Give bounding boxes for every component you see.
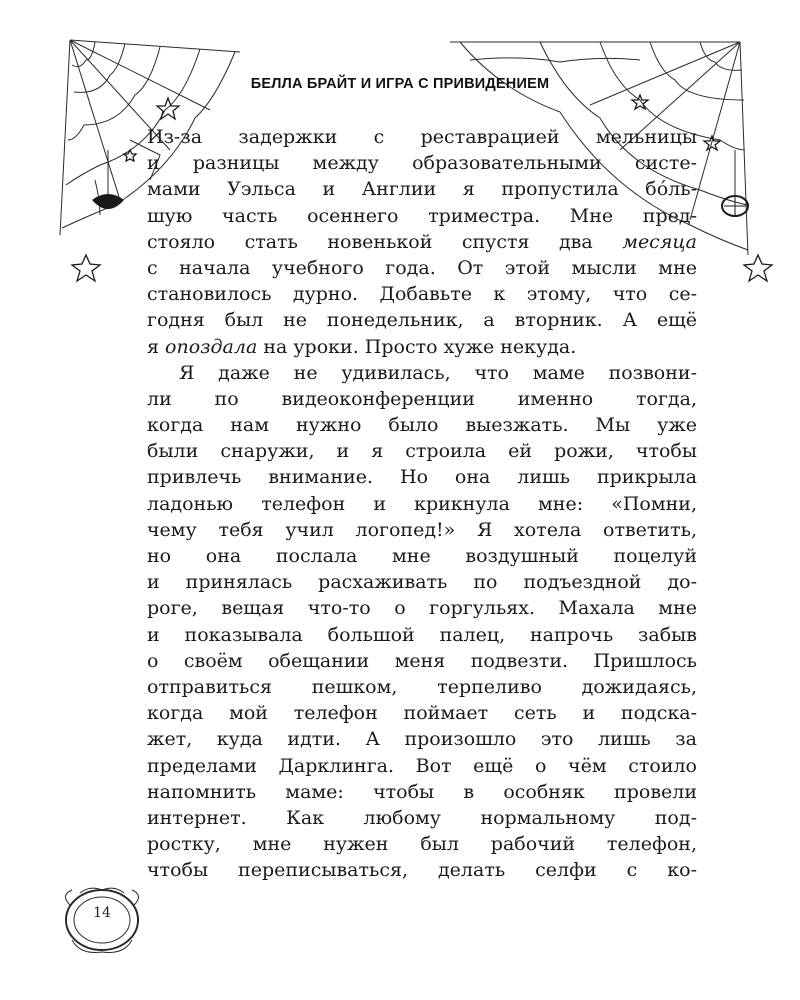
text-line: я опоздала на уроки. Просто хуже некуда. [147,335,577,358]
text-line: о своём обещании меня подвезти. Пришлось [147,649,697,672]
text-line: но она послала мне воздушный поцелуй [147,545,697,567]
body-text [147,124,697,883]
text-line: мами Уэльса и Англии я пропустила бо́ль- [147,178,697,201]
text-line: когда нам нужно было выезжать. Мы уже [147,414,697,437]
text-line: ладонью телефон и крикнула мне: «Помни, [147,492,697,515]
paragraph-2 [147,360,697,884]
text-line: роге, вещая что-то о горгульях. Махала мне [147,597,697,620]
star-icon [157,98,179,119]
text-line: шую часть осеннего триместра. Мне пред- [147,204,697,227]
star-icon [632,95,648,109]
text-line: стояло стать новенькой спустя два месяца [147,230,697,253]
text-line: годня был не понедельник, а вторник. А ещё [147,309,697,332]
text-line: Я даже не удивилась, что маме позвони- [179,361,697,384]
text-line: ростку, мне нужен был рабочий телефон, [147,833,697,856]
page-number: 14 [93,905,111,921]
running-head: БЕЛЛА БРАЙТ И ИГРА С ПРИВИДЕНИЕМ [250,76,550,92]
text-line: и разницы между образовательными систе- [147,152,697,175]
star-icon [124,150,136,161]
text-line: напомнить маме: чтобы в особняк провели [147,780,697,803]
star-icon [704,136,720,150]
text-line: Из-за задержки с реставрацией мельницы [147,126,697,148]
text-line: интернет. Как любому нормальному под- [147,806,697,829]
emphasis: опоздала [165,335,258,358]
text-line: отправиться пешком, терпеливо дожидаясь, [147,675,697,698]
text-line: чему тебя учил логопед!» Я хотела ответить, [147,518,697,541]
emphasis: месяца [622,230,697,253]
text-line: когда мой телефон поймает сеть и подска- [147,702,697,725]
text-line: с начала учебного года. От этой мысли мне [147,256,697,279]
text-line: ли по видеоконференции именно тогда, [147,387,697,410]
text-line: и принялась расхаживать по подъездной до- [147,571,697,594]
text-line: становилось дурно. Добавьте к этому, что се- [147,283,697,306]
star-icon [744,255,772,281]
text-line: чтобы переписываться, делать селфи с ко- [147,859,697,882]
text-line: привлечь внимание. Но она лишь прикрыла [147,466,697,489]
text-line: пределами Дарклинга. Вот ещё о чём стоило [147,754,697,777]
text-line: и показывала большой палец, напрочь забыв [147,623,697,646]
text-line: были снаружи, и я строила ей рожи, чтобы [147,440,697,463]
text-line: жет, куда идти. А произошло это лишь за [147,728,697,751]
star-icon [72,255,100,281]
paragraph-1 [147,124,697,360]
